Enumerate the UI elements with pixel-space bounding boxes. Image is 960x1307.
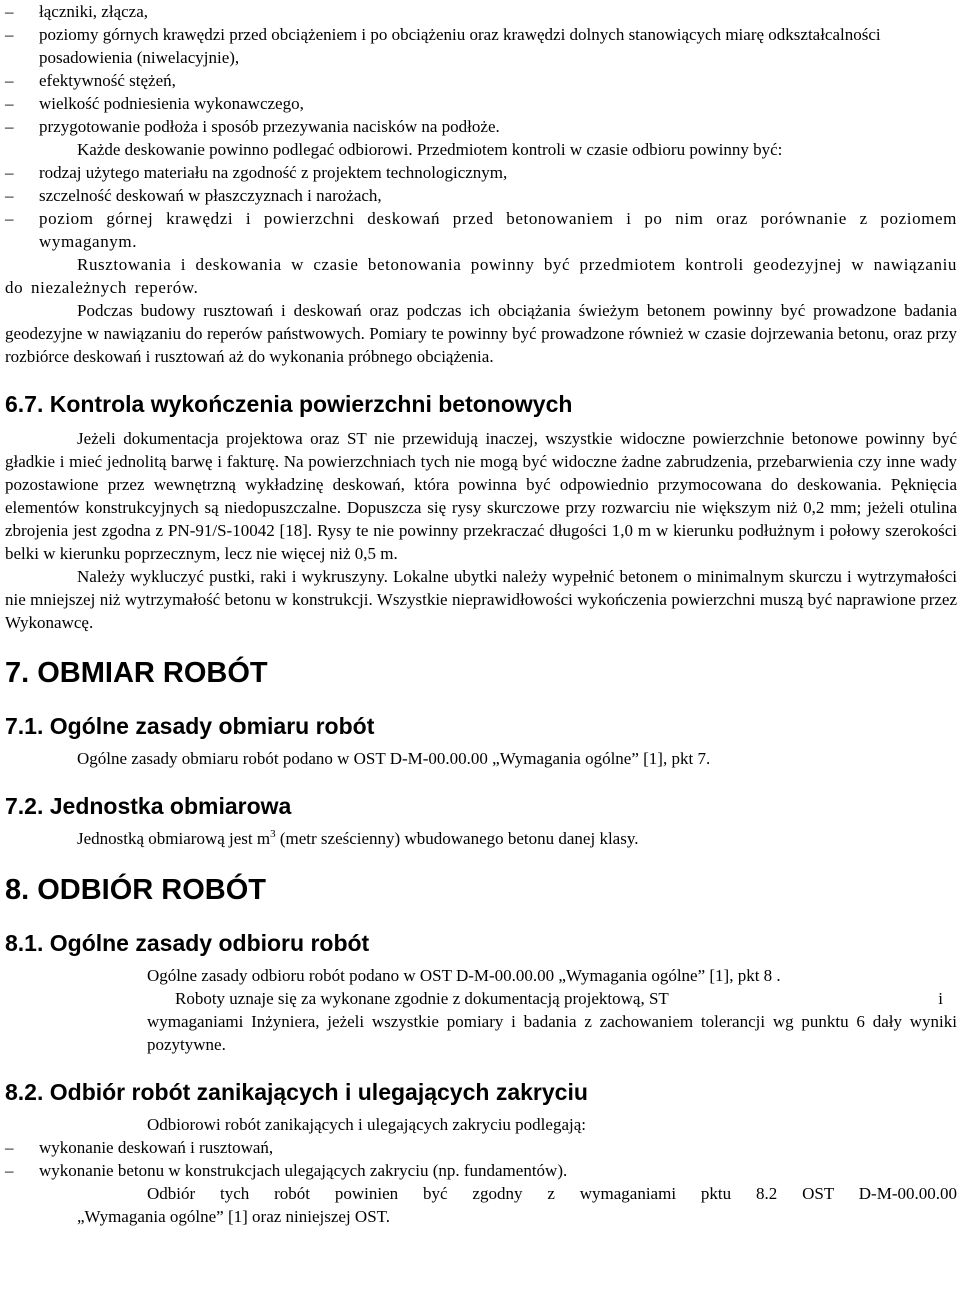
dash-bullet: – <box>5 71 14 90</box>
dash-bullet: – <box>5 25 14 44</box>
section-heading-8-2: 8.2. Odbiór robót zanikających i ulegających zakryciu <box>5 1079 588 1105</box>
section-heading-7-2: 7.2. Jednostka obmiarowa <box>5 793 292 819</box>
dash-bullet: – <box>5 186 14 205</box>
list-item: – wykonanie deskowań i rusztowań, <box>5 1138 274 1157</box>
checklist-inspection <box>5 161 957 253</box>
paragraph-measurement-unit: Jednostką obmiarową jest $m^3$ (metr sześcienny) wbudowanego betonu danej klasy. <box>77 828 639 848</box>
paragraph-covered-acceptance-line2: „Wymagania ogólne” [1] oraz niniejszej OST. <box>77 1207 391 1226</box>
section-heading-7-1: 7.1. Ogólne zasady obmiaru robót <box>5 713 375 739</box>
paragraph-construction: Podczas budowy rusztowań i deskowań oraz podczas ich obciążania świeżym betonem powinny być prowadzone badania geodezyjne w nawiązaniu do reperów państwowych. Pomiary te powinny być prowadzone również w czasie dojrzewania betonu, oraz przy rozbiórce deskowań i rusztowań aż do wykonania próbnego obciążenia. <box>5 301 957 366</box>
list-item: – szczelność deskowań w płaszczyznach i narożach, <box>5 186 382 205</box>
list-item: – przygotowanie podłoża i sposób przezywania nacisków na podłoże. <box>5 117 500 136</box>
dash-bullet: – <box>5 1138 14 1157</box>
section-heading-6-7: 6.7. Kontrola wykończenia powierzchni betonowych <box>5 391 573 417</box>
section-heading-8-1: 8.1. Ogólne zasady odbioru robót <box>5 930 370 956</box>
dash-bullet: – <box>5 117 14 136</box>
acceptance-block <box>5 964 957 1056</box>
list-item: – wykonanie betonu w konstrukcjach ulegających zakryciu (np. fundamentów). <box>5 1161 568 1180</box>
list-item: – poziom górnej krawędzi i powierzchni deskowań przed betonowaniem i po nim oraz porównanie z poziomem wymaganym. <box>5 209 957 251</box>
checklist-upper <box>5 0 957 138</box>
dash-bullet: – <box>5 209 15 228</box>
paragraph-acceptance-conditions: wymaganiami Inżyniera, jeżeli wszystkie pomiary i badania z zachowaniem tolerancji wg punktu 6 dały wyniki pozytywne. <box>147 1012 957 1054</box>
dash-bullet: – <box>5 2 14 21</box>
paragraph-measurement-rules: Ogólne zasady obmiaru robót podano w OST D-M-00.00.00 „Wymagania ogólne” [1], pkt 7. <box>77 749 711 768</box>
paragraph-acceptance-rules: Ogólne zasady odbioru robót podano w OST D-M-00.00.00 „Wymagania ogólne” [1], pkt 8 . <box>147 966 781 985</box>
list-item: – wielkość podniesienia wykonawczego, <box>5 94 304 113</box>
paragraph-inspection: Każde deskowanie powinno podlegać odbiorowi. Przedmiotem kontroli w czasie odbioru powinny być: <box>77 140 783 159</box>
section-heading-8: 8. ODBIÓR ROBÓT <box>5 874 267 906</box>
document-page <box>5 0 957 1228</box>
list-item: – efektywność stężeń, <box>5 71 176 90</box>
paragraph-defects: Należy wykluczyć pustki, raki i wykruszyny. Lokalne ubytki należy wypełnić betonem o minimalnym skurczu i wytrzymałości nie mniejszej niż wytrzymałość betonu w konstrukcji. Wszystkie nieprawidłowości wykończenia powierzchni muszą być naprawione przez Wykonawcę. <box>5 567 957 632</box>
section-heading-7: 7. OBMIAR ROBÓT <box>5 657 268 689</box>
paragraph-acceptance-conditions-line1: Roboty uznaje się za wykonane zgodnie z dokumentacją projektową, ST i <box>175 989 943 1008</box>
paragraph-covered-works: Odbiorowi robót zanikających i ulegających zakryciu podlegają: <box>147 1115 586 1134</box>
paragraph-covered-acceptance-line1: Odbiór tych robót powinien być zgodny z wymaganiami pktu 8.2 OST D-M-00.00.00 <box>147 1184 957 1203</box>
list-item: – poziomy górnych krawędzi przed obciążeniem i po obciążeniu oraz krawędzi dolnych stanowiących miarę odkształcalności posadowienia (niwelacyjnie), <box>5 25 881 67</box>
checklist-covered-works <box>5 1136 957 1182</box>
paragraph-scaffolding: Rusztowania i deskowania w czasie betonowania powinny być przedmiotem kontroli geodezyjnej w nawiązaniu do niezależnych reperów. <box>5 255 957 297</box>
dash-bullet: – <box>5 1161 14 1180</box>
list-item: – rodzaj użytego materiału na zgodność z projektem technologicznym, <box>5 163 508 182</box>
dash-bullet: – <box>5 94 14 113</box>
paragraph-surface-finish: Jeżeli dokumentacja projektowa oraz ST nie przewidują inaczej, wszystkie widoczne powierzchnie betonowe powinny być gładkie i mieć jednolitą barwę i fakturę. Na powierzchniach tych nie mogą być widoczne żadne zabrudzenia, przebarwienia czy inne wady pozostawione przez wewnętrzną wykładzinę deskowań, która powinna być odpowiednio przymocowana do deskowania. Pęknięcia elementów konstrukcyjnych są niedopuszczalne. Dopuszcza się rysy skurczowe przy rozwarciu nie większym niż 0,2 mm; jeżeli otulina zbrojenia jest zgodna z PN-91/S-10042 [18]. Rysy te nie powinny przekraczać długości 1,0 m w kierunku podłużnym i połowy szerokości belki w kierunku poprzecznym, lecz nie więcej niż 0,5 m. <box>5 429 957 563</box>
list-item: – łączniki, złącza, <box>5 2 149 21</box>
dash-bullet: – <box>5 163 14 182</box>
